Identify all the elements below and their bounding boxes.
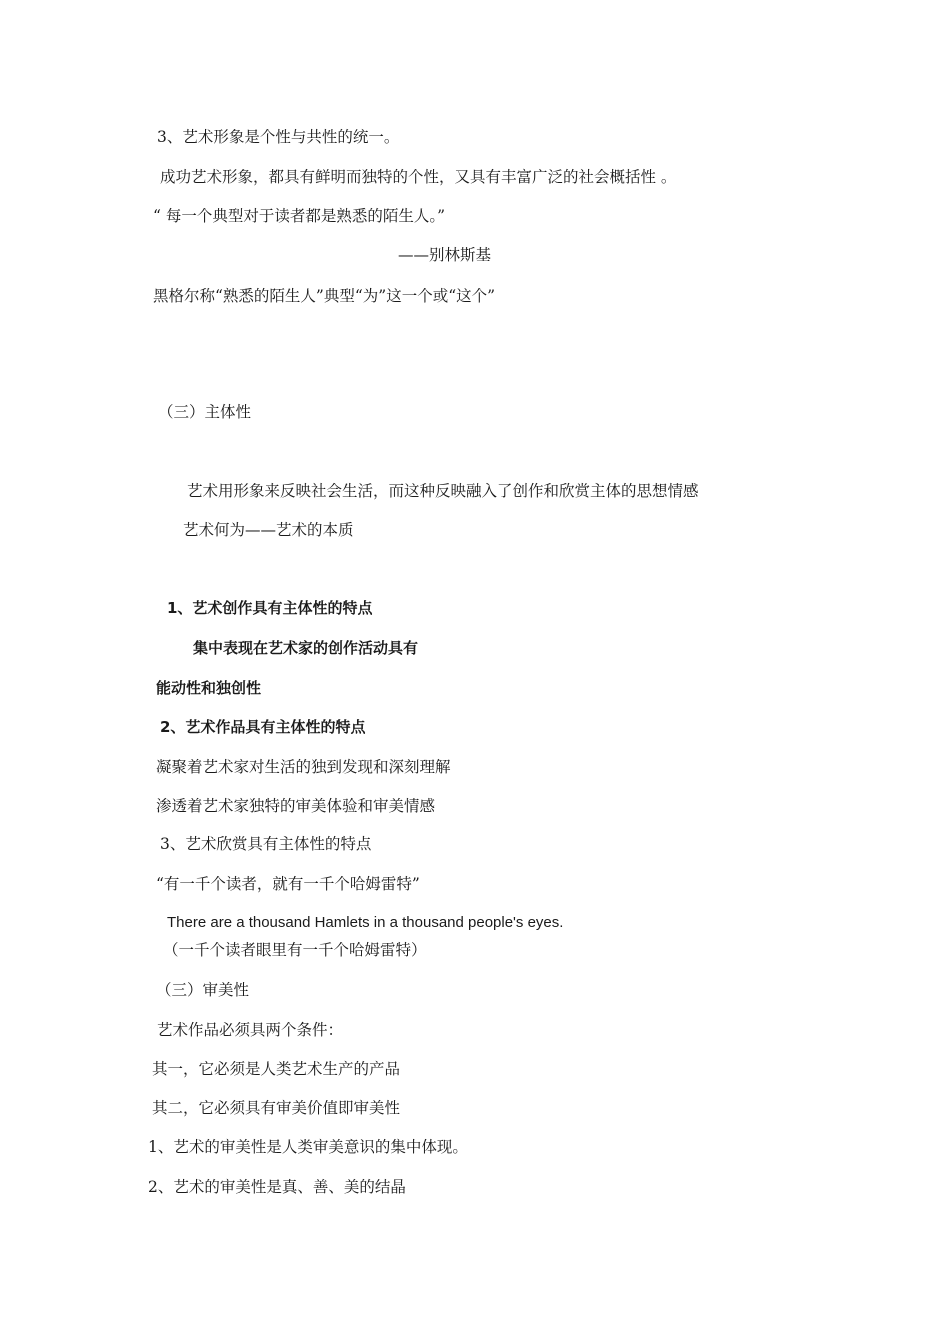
hamlet-translation: （一千个读者眼里有一千个哈姆雷特） [163,941,427,959]
work-subjectivity-line1: 凝聚着艺术家对生活的独到发现和深刻理解 [156,758,451,776]
appreciation-subjectivity-title: 3、艺术欣赏具有主体性的特点 [160,835,372,853]
hamlet-quote: “有一千个读者，就有一千个哈姆雷特” [156,875,420,893]
subjectivity-intro: 艺术用形象来反映社会生活，而这种反映融入了创作和欣赏主体的思想情感 [187,482,699,500]
section-a-line1: 3、艺术形象是个性与共性的统一。 [157,128,400,146]
creation-subjectivity-line1: 集中表现在艺术家的创作活动具有 [193,639,419,657]
work-subjectivity-title: 2、艺术作品具有主体性的特点 [160,718,366,736]
typical-quote: “ 每一个典型对于读者都是熟悉的陌生人。” [153,207,446,225]
hamlet-english: There are a thousand Hamlets in a thousand people's eyes. [167,914,564,931]
condition-one: 其一，它必须是人类艺术生产的产品 [152,1060,401,1078]
hegel-line: 黑格尔称“熟悉的陌生人”典型“为”这一个或“这个” [153,287,496,305]
creation-subjectivity-title: 1、艺术创作具有主体性的特点 [167,599,373,617]
aesthetic-item-1: 1、艺术的审美性是人类审美意识的集中体现。 [148,1138,468,1156]
condition-two: 其二，它必须具有审美价值即审美性 [152,1099,401,1117]
aesthetic-item-2: 2、艺术的审美性是真、善、美的结晶 [148,1178,406,1196]
work-subjectivity-line2: 渗透着艺术家独特的审美体验和审美情感 [156,797,436,815]
aesthetic-heading: （三）审美性 [156,981,250,999]
creation-subjectivity-line2: 能动性和独创性 [156,679,262,697]
section-a-line2: 成功艺术形象，都具有鲜明而独特的个性，又具有丰富广泛的社会概括性 。 [160,168,677,186]
aesthetic-intro: 艺术作品必须具两个条件： [157,1021,344,1039]
art-essence-line: 艺术何为——艺术的本质 [183,521,354,539]
quote-attribution: ——别林斯基 [398,246,492,264]
subjectivity-heading: （三）主体性 [158,403,252,421]
